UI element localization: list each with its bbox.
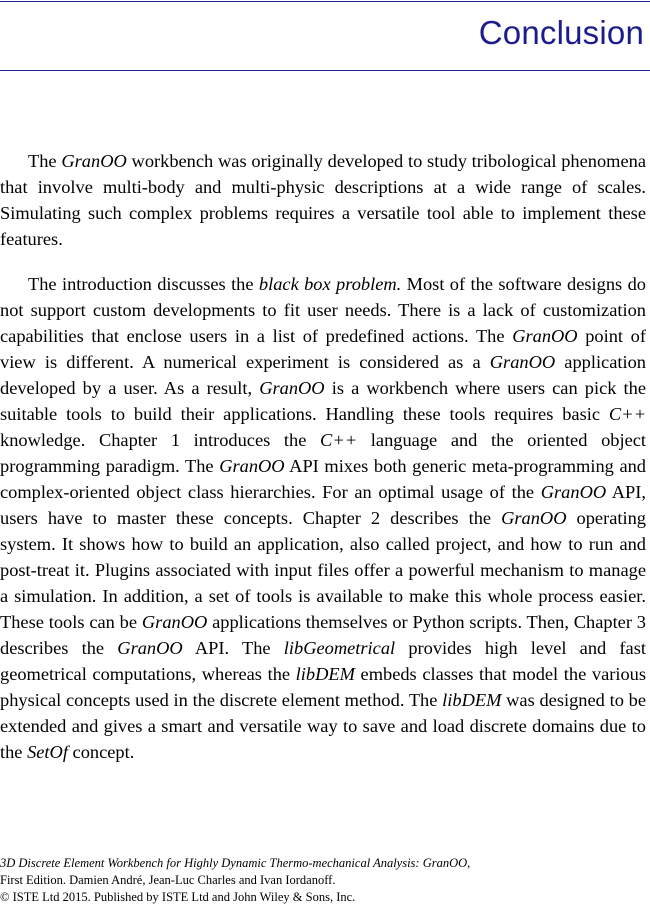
footer-credits: [0, 855, 646, 906]
footer-book-title: 3D Discrete Element Workbench for Highly Dynamic Thermo-mechanical Analysis: GranOO,: [0, 856, 471, 870]
text-run: embeds classes that model the various physical concepts used in the discrete element method. The: [0, 664, 647, 710]
text-run: API. The: [182, 638, 284, 658]
italic-term: libGeometrical: [283, 638, 396, 658]
text-run: provides high level and fast geometrical computations, whereas the: [0, 638, 646, 684]
italic-term: GranOO: [540, 482, 607, 502]
text-run: applications themselves or Python scripts. Then, Chapter 3 describes the: [0, 612, 646, 658]
italic-term: C++: [608, 404, 646, 424]
italic-term: GranOO: [501, 508, 567, 528]
text-run: The introduction discusses the: [28, 274, 259, 294]
italic-term: libDEM: [442, 690, 502, 710]
italic-term: GranOO: [512, 326, 578, 346]
text-run: The: [28, 151, 62, 171]
italic-term: SetOf: [27, 742, 68, 762]
italic-term: GranOO: [61, 151, 127, 171]
text-run: application developed by a user. As a result,: [0, 352, 646, 398]
paragraph-1: [0, 148, 646, 252]
text-run: is a workbench where users can pick the suitable tools to build their applications. Handling these tools requires basic: [0, 378, 647, 424]
header-top-rule: [0, 1, 650, 2]
body-text: [0, 148, 646, 784]
text-run: was designed to be extended and gives a smart and versatile way to save and load discrete domains due to the: [0, 690, 646, 762]
italic-term: GranOO: [117, 638, 183, 658]
italic-term: GranOO: [141, 612, 208, 632]
text-run: Most of the software designs do not support custom developments to fit user needs. There is a lack of customization capabilities that enclose users in a list of predefined actions. The: [0, 274, 646, 346]
chapter-title: Conclusion: [478, 14, 644, 51]
italic-term: GranOO: [489, 352, 556, 372]
header-bottom-rule: [0, 70, 650, 71]
footer-copyright: © ISTE Ltd 2015. Published by ISTE Ltd and John Wiley & Sons, Inc.: [0, 890, 356, 904]
text-run: API mixes both generic meta-programming and complex-oriented object class hierarchies. For an optimal usage of the: [0, 456, 646, 502]
italic-term: GranOO: [259, 378, 325, 398]
text-run: language and the oriented object programming paradigm. The: [0, 430, 646, 476]
text-run: point of view is different. A numerical experiment is considered as a: [0, 326, 647, 372]
italic-term: libDEM: [295, 664, 355, 684]
text-run: workbench was originally developed to study tribological phenomena that involve multi-body and multi-physic descriptions at a wide range of scales. Simulating such complex problems requires a versatile tool able to implement these features.: [0, 151, 646, 249]
italic-term: black box problem.: [258, 274, 402, 294]
footer-edition-authors: First Edition. Damien André, Jean-Luc Charles and Ivan Iordanoff.: [0, 873, 336, 887]
text-run: knowledge. Chapter 1 introduces the: [0, 430, 321, 450]
text-run: operating system. It shows how to build an application, also called project, and how to run and post-treat it. Plugins associated with input files offer a powerful mechanism to manage a simulation. In addition, a set of tools is available to make this whole process easier. These tools can be: [0, 508, 646, 632]
paragraph-2: [0, 271, 646, 765]
text-run: concept.: [67, 742, 135, 762]
italic-term: GranOO: [219, 456, 285, 476]
italic-term: C++: [320, 430, 358, 450]
text-run: API, users have to master these concepts. Chapter 2 describes the: [0, 482, 646, 528]
